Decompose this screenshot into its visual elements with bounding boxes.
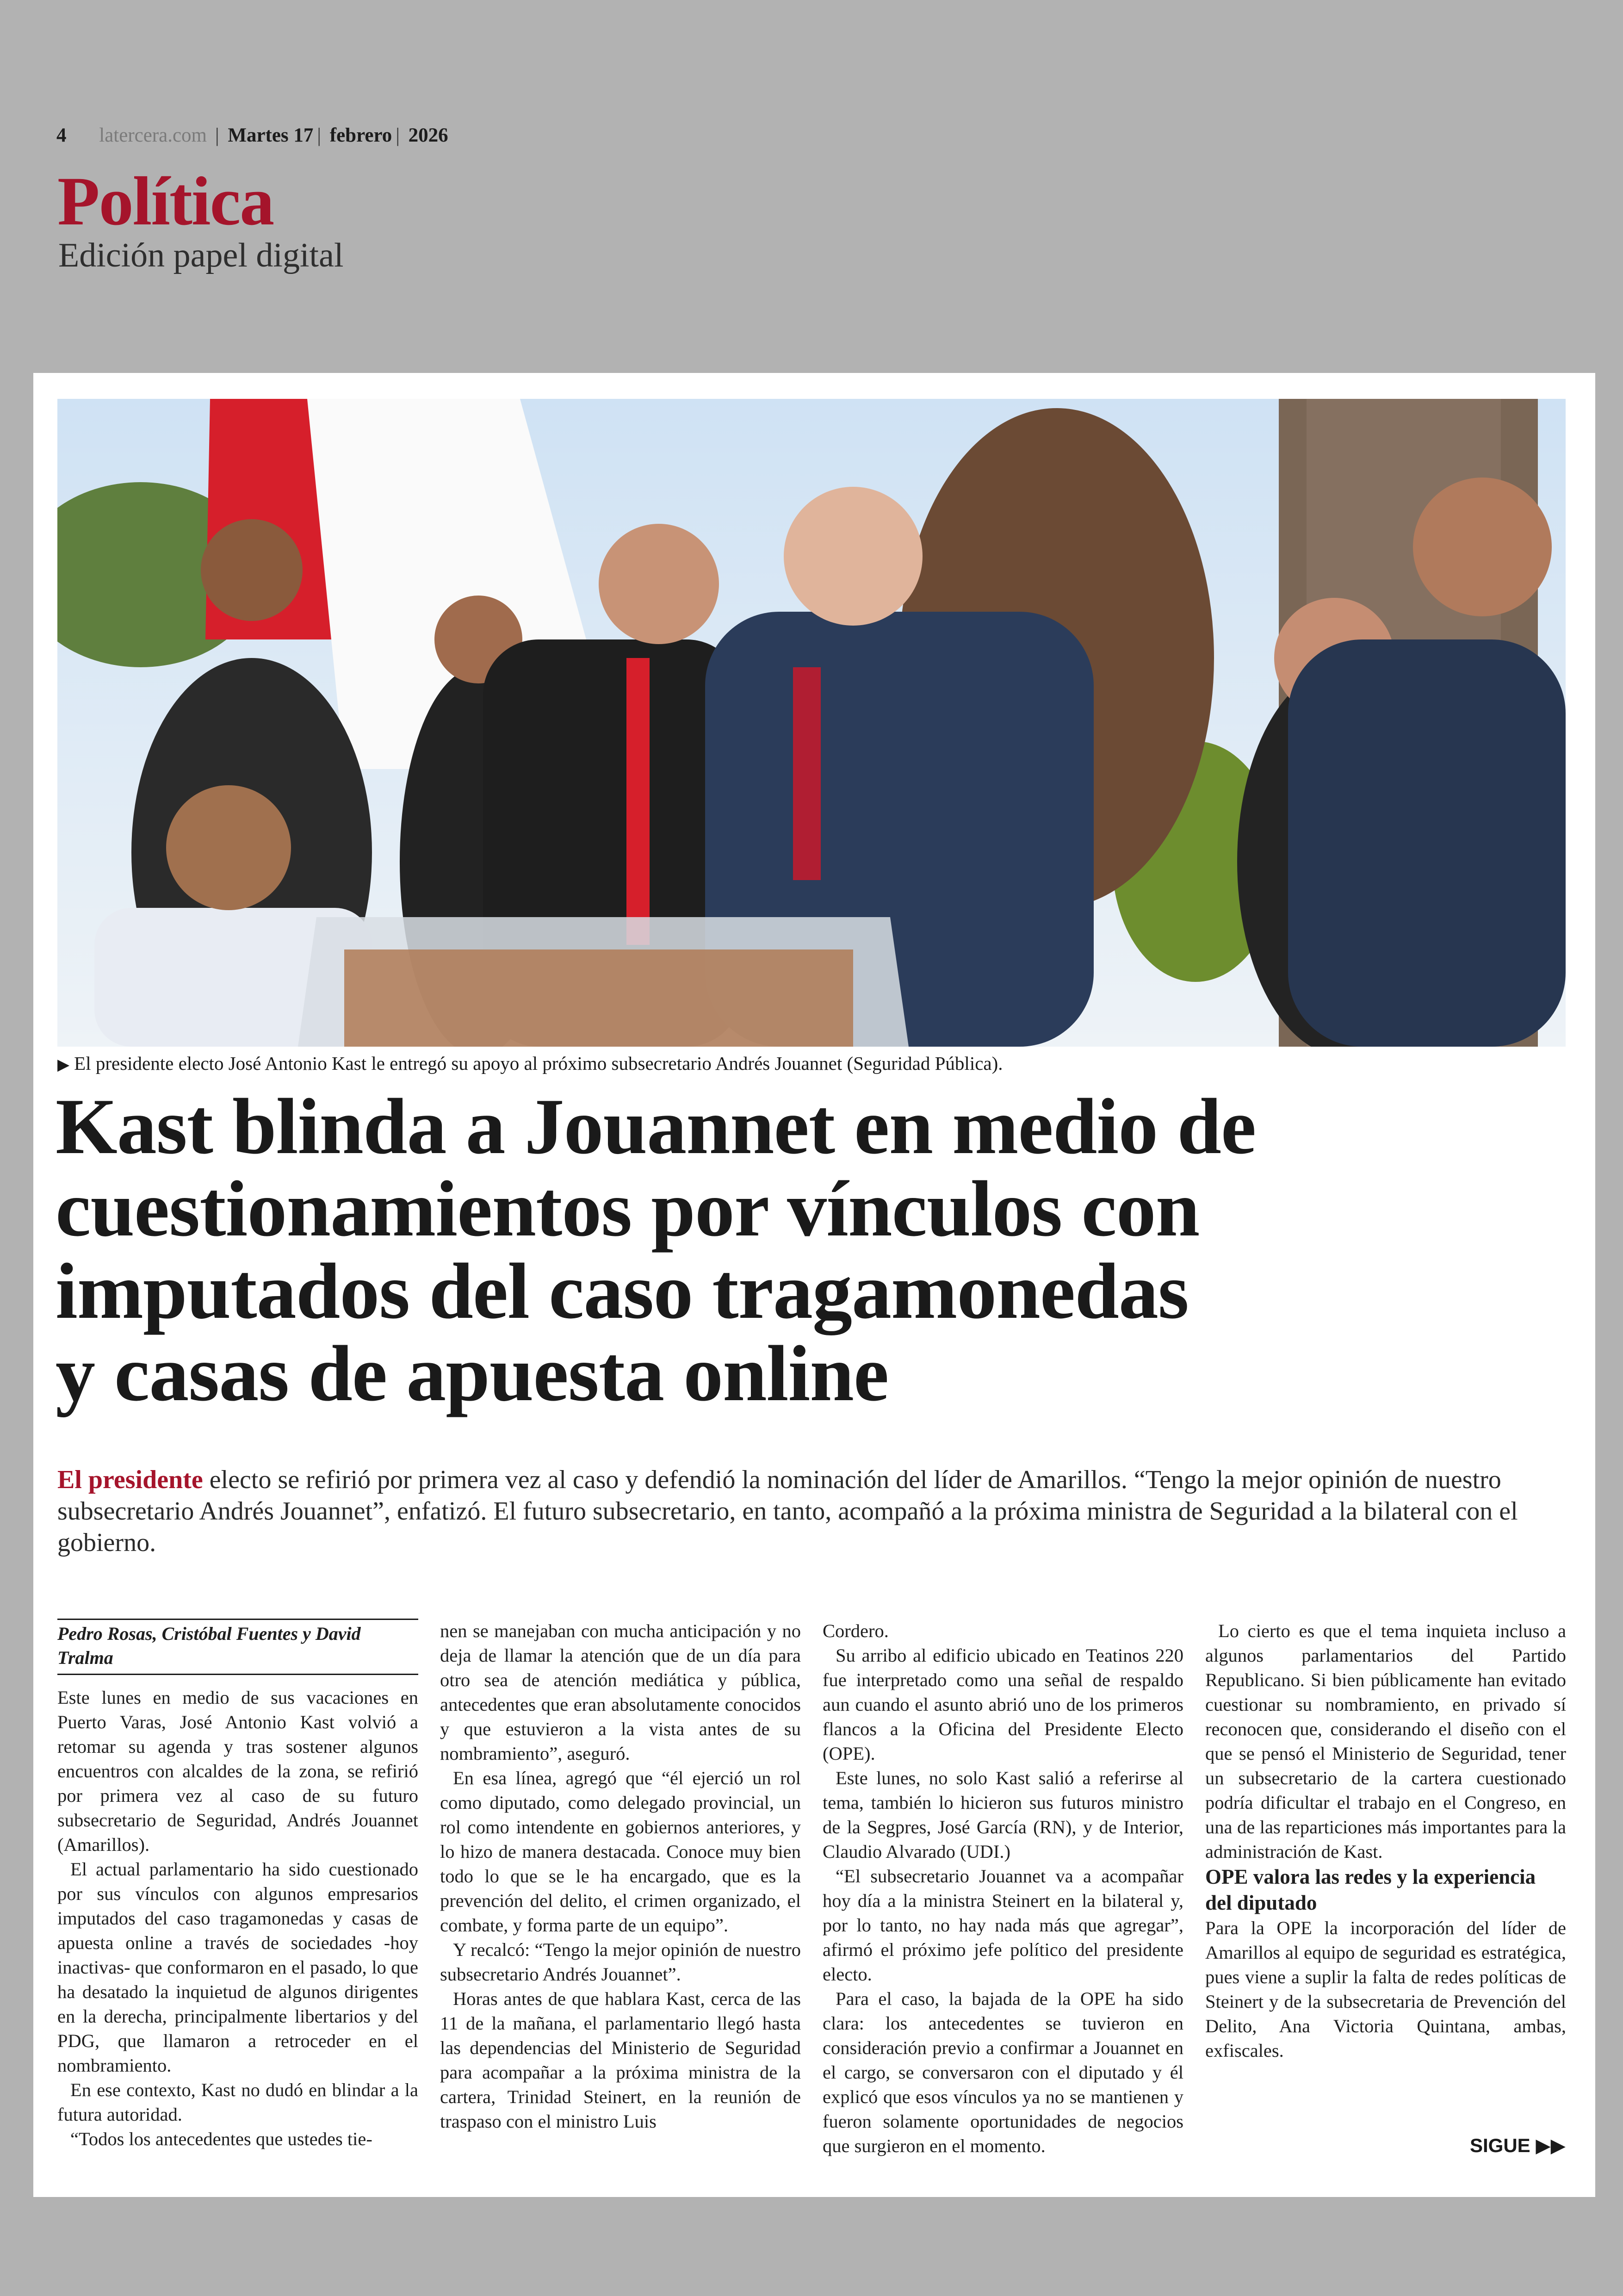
- photo-illustration: [57, 399, 1566, 1047]
- paragraph: nen se manejaban con mucha anticipación y no deja de llamar la atención que de un día para otro sea de atención mediática y pública, antecedentes que eran absolutamente conocidos y que estuvieron a la vista antes de su nombramiento”, aseguró.: [440, 1620, 801, 1764]
- paragraph: “El subsecretario Jouannet va a acompañar hoy día a la ministra Steinert en la bilateral y, por lo tanto, no hay nada más que agregar”, afirmó el próximo jefe político del presidente electo.: [823, 1866, 1183, 1985]
- article-photo: [57, 399, 1566, 1047]
- paragraph: Lo cierto es que el tema inquieta incluso a algunos parlamentarios del Partido Republicano. Si bien públicamente han evitado cuestionar su nombramiento, en privado sí reconocen que, considerando el diseño con el que se pensó el Ministerio de Seguridad, tener un subsecretario de la cartera cuestionado podría dificultar el trabajo en el Congreso, en una de las reparticiones más importantes para la administración de Kast.: [1205, 1620, 1566, 1862]
- article-column-3: [823, 1619, 1183, 2158]
- paragraph: El actual parlamentario ha sido cuestionado por sus vínculos con algunos empresarios imputados del caso tragamonedas y casas de apuesta online a través de sociedades -hoy inactivas- que conformaron en el pasado, lo que ha desatado la inquietud de algunos dirigentes en la derecha, principalmente libertarios y del PDG, que llamaron a retroceder en el nombramiento.: [57, 1859, 418, 2076]
- paragraph: Este lunes en medio de sus vacaciones en Puerto Varas, José Antonio Kast volvió a retomar su agenda y tras sostener algunos encuentros con alcaldes de la zona, se refirió por primera vez al caso de su futuro subsecretario de Seguridad, Andrés Jouannet (Amarillos).: [57, 1687, 418, 1855]
- paragraph: “Todos los antecedentes que ustedes tie-: [70, 2128, 372, 2149]
- page-header: 4 latercera.com | Martes 17 | febrero | 2026: [56, 124, 448, 146]
- paragraph: Este lunes, no solo Kast salió a referirse al tema, también lo hicieron sus futuros ministro de la Segpres, José García (RN), y de Interior, Claudio Alvarado (UDI.): [823, 1768, 1183, 1862]
- continue-label: SIGUE ▶▶: [1470, 2135, 1566, 2156]
- byline: Pedro Rosas, Cristóbal Fuentes y David Tralma: [57, 1619, 418, 1675]
- paragraph: En ese contexto, Kast no dudó en blindar a la futura autoridad.: [57, 2079, 418, 2125]
- paragraph: Para la OPE la incorporación del líder de Amarillos al equipo de seguridad es estratégica, pues viene a suplir la falta de redes políticas de Steinert y de la subsecretaria de Prevención del Delito, Ana Victoria Quintana, ambas, exfiscales.: [1205, 1917, 1566, 2061]
- article-column-2: [440, 1619, 801, 2134]
- section-title: Política: [57, 163, 274, 240]
- paragraph: Cordero.: [823, 1620, 889, 1641]
- edition-label: Edición papel digital: [58, 236, 344, 274]
- article-column-4: [1205, 1619, 1566, 2063]
- date-month: febrero: [329, 124, 392, 146]
- paragraph: Su arribo al edificio ubicado en Teatinos 220 fue interpretado como una señal de respaldo aun cuando el asunto abrió uno de los primeros flancos a la Oficina del Presidente Electo (OPE).: [823, 1645, 1183, 1764]
- date-day: Martes 17: [228, 124, 314, 146]
- headline: [56, 1083, 1536, 1418]
- article-subhead: OPE valora las redes y la experiencia del diputado: [1205, 1865, 1536, 1914]
- paragraph: Horas antes de que hablara Kast, cerca de las 11 de la mañana, el parlamentario llegó hasta las dependencias del Ministerio de Seguridad para acompañar a la próxima ministra de la cartera, Trinidad Steinert, en la reunión de traspaso con el ministro Luis: [440, 1988, 801, 2132]
- site-name: latercera.com: [99, 124, 207, 146]
- caption-text: El presidente electo José Antonio Kast le entregó su apoyo al próximo subsecretario Andrés Jouannet (Seguridad Pública).: [74, 1053, 1003, 1074]
- article-deck: [57, 1464, 1529, 1558]
- paragraph: En esa línea, agregó que “él ejerció un rol como diputado, como delegado provincial, un rol como intendente en gobiernos anteriores, y lo hizo de manera destacada. Conoce muy bien todo lo que se le ha encargado, que es la prevención del delito, el crimen organizado, el combate, y forma parte de un equipo”.: [440, 1768, 801, 1936]
- article-column-1: [57, 1619, 418, 2151]
- headline-line: cuestionamientos por vínculos con: [56, 1165, 1200, 1253]
- newspaper-page: [33, 373, 1595, 2197]
- headline-line: Kast blinda a Jouannet en medio de: [56, 1083, 1256, 1171]
- headline-line: y casas de apuesta online: [56, 1330, 889, 1418]
- photo-caption: [57, 1052, 1566, 1074]
- paragraph: Para el caso, la bajada de la OPE ha sido clara: los antecedentes se tuvieron en consideración previo a confirmar a Jouannet en el cargo, se conversaron con el diputado y él explicó que esos vínculos ya no se mantienen y fueron solamente oportunidades de negocios que surgieron en el momento.: [823, 1988, 1183, 2156]
- page-number: 4: [56, 124, 67, 146]
- date-year: 2026: [408, 124, 448, 146]
- headline-line: imputados del caso tragamonedas: [56, 1247, 1189, 1335]
- caption-arrow-icon: ▶: [57, 1056, 70, 1074]
- deck-text: electo se refirió por primera vez al caso y defendió la nominación del líder de Amarillos. “Tengo la mejor opinión de nuestro subsecretario Andrés Jouannet”, enfatizó. El futuro subsecretario, en tanto, acompañó a la próxima ministra de Seguridad a la bilateral con el gobierno.: [57, 1465, 1518, 1557]
- paragraph: Y recalcó: “Tengo la mejor opinión de nuestro subsecretario Andrés Jouannet”.: [440, 1939, 801, 1985]
- deck-lead: El presidente: [57, 1465, 203, 1494]
